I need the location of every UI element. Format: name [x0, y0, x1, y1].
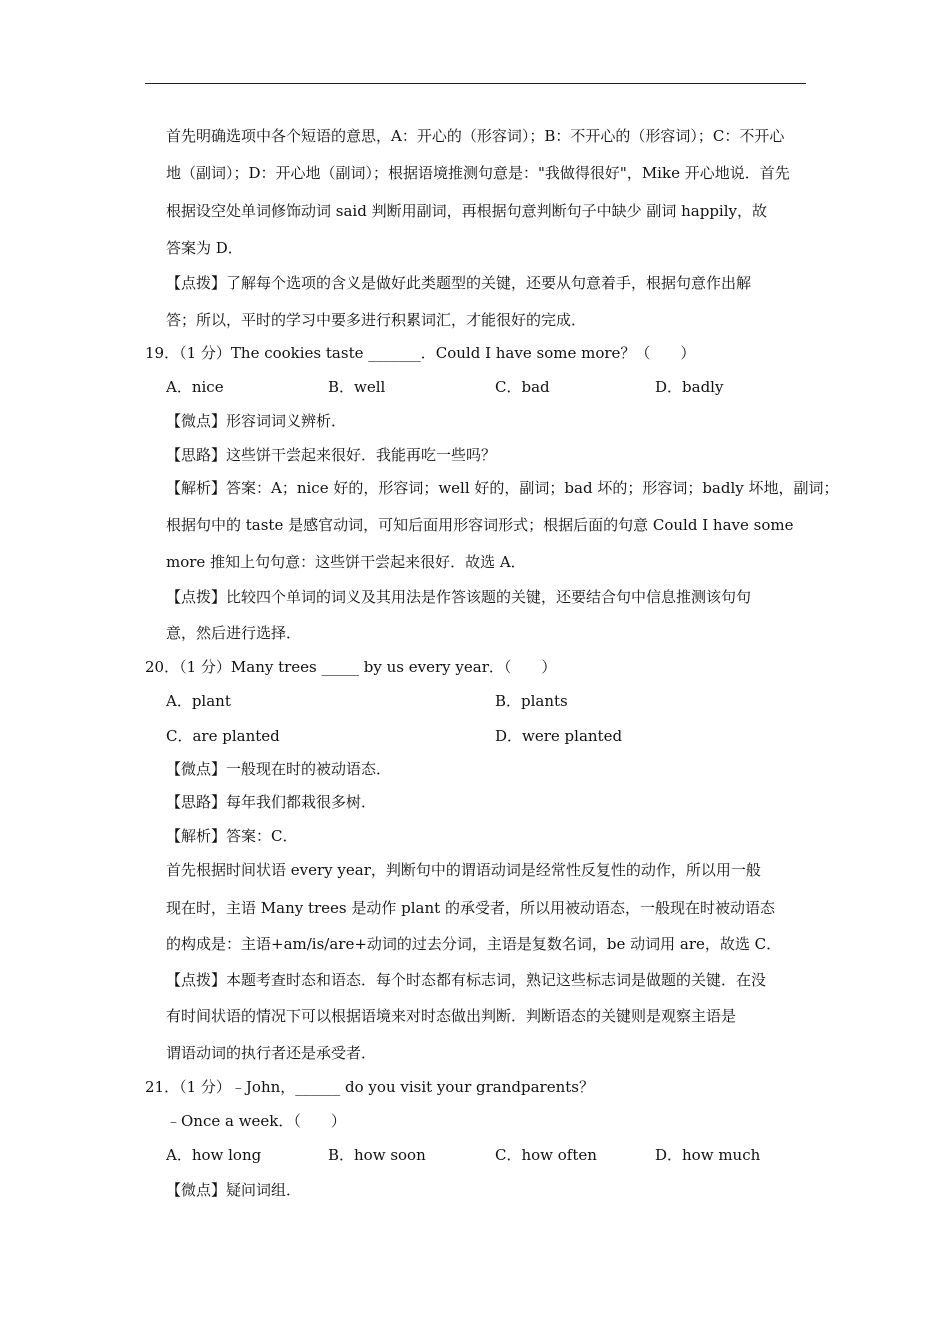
weidian-line: 【微点】形容词词义辨析．	[166, 412, 347, 430]
dianbo-line: 有时间状语的情况下可以根据语境来对时态做出判断．判断语态的关键则是观察主语是	[166, 1007, 737, 1025]
option-c: C．how often	[495, 1146, 597, 1164]
option-b: B．how soon	[328, 1146, 426, 1164]
jiexi-line: 现在时，主语 Many trees 是动作 plant 的承受者，所以用被动语态，一般现在时被动语态	[166, 899, 775, 917]
dianbo-line: 【点拨】比较四个单词的词义及其用法是作答该题的关键，还要结合句中信息推测该句句	[166, 588, 752, 606]
text-line: 地（副词）；D：开心地（副词）；根据语境推测句意是："我做得很好"，Mike 开心地说．首先	[166, 164, 790, 182]
text-line: 答案为 D．	[166, 239, 243, 257]
dianbo-line: 【点拨】本题考查时态和语态．每个时态都有标志词，熟记这些标志词是做题的关键．在没	[166, 971, 767, 989]
option-b: B．plants	[495, 692, 568, 710]
dianbo-line: 意，然后进行选择．	[166, 624, 302, 642]
text-line: 首先明确选项中各个短语的意思，A：开心的（形容词）；B：不开心的（形容词）；C：不开心	[166, 127, 785, 145]
question-stem: 21．（1 分）﹣John，______ do you visit your grandparents？	[145, 1078, 594, 1096]
jiexi-line: 【解析】答案：A；nice 好的，形容词；well 好的，副词；bad 坏的；形容词；badly 坏地，副词；	[166, 479, 839, 497]
header-rule	[145, 83, 806, 84]
option-c: C．are planted	[166, 727, 280, 745]
jiexi-line: 根据句中的 taste 是感官动词，可知后面用形容词形式；根据后面的句意 Could I have some	[166, 516, 794, 534]
option-c: C．bad	[495, 378, 550, 396]
jiexi-line: 【解析】答案：C．	[166, 827, 298, 845]
weidian-line: 【微点】疑问词组．	[166, 1181, 302, 1199]
answer-line: ﹣Once a week．（ ）	[166, 1112, 346, 1130]
silu-line: 【思路】每年我们都栽很多树．	[166, 793, 377, 811]
jiexi-line: 首先根据时间状语 every year，判断句中的谓语动词是经常性反复性的动作，所以用一般	[166, 861, 761, 879]
option-b: B．well	[328, 378, 386, 396]
jiexi-line: more 推知上句句意：这些饼干尝起来很好．故选 A．	[166, 553, 526, 571]
dianbo-line: 谓语动词的执行者还是承受者．	[166, 1044, 377, 1062]
silu-line: 【思路】这些饼干尝起来很好．我能再吃一些吗？	[166, 446, 497, 464]
option-a: A．plant	[166, 692, 231, 710]
option-a: A．nice	[166, 378, 224, 396]
text-line: 【点拨】了解每个选项的含义是做好此类题型的关键，还要从句意着手，根据句意作出解	[166, 274, 752, 292]
weidian-line: 【微点】一般现在时的被动语态．	[166, 760, 392, 778]
text-line: 根据设空处单词修饰动词 said 判断用副词，再根据句意判断句子中缺少 副词 happily，故	[166, 202, 767, 220]
option-d: D．how much	[655, 1146, 761, 1164]
question-stem: 19．（1 分）The cookies taste _______．Could I have some more？（ ）	[145, 344, 696, 362]
jiexi-line: 的构成是：主语+am/is/are+动词的过去分词，主语是复数名词，be 动词用 are，故选 C．	[166, 935, 782, 953]
option-a: A．how long	[166, 1146, 262, 1164]
option-d: D．badly	[655, 378, 724, 396]
question-stem: 20．（1 分）Many trees _____ by us every year．（ ）	[145, 658, 557, 676]
option-d: D．were planted	[495, 727, 623, 745]
text-line: 答；所以，平时的学习中要多进行积累词汇，才能很好的完成．	[166, 311, 587, 329]
